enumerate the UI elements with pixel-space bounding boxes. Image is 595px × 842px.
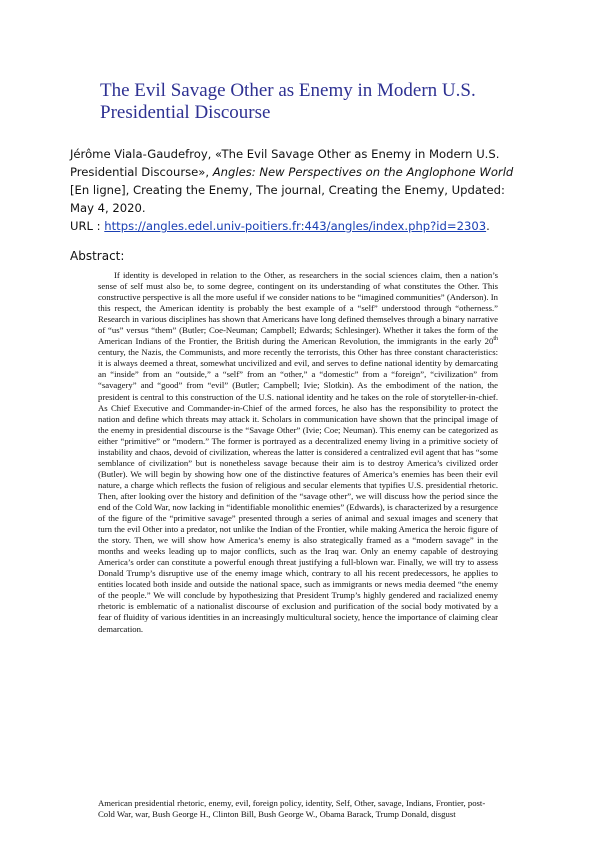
abstract-text-part1: If identity is developed in relation to the Other, as researchers in the social sciences claim, then a nation’s sense of self must also be, to some degree, contingent on its understanding of what constitutes the Other. This constructive perspective is all the more useful if we consider nations to be “imagined communities” (Anderson). In this respect, the American identity is probably the best example of a “self” understood through “otherness.” Research in various disciplines has shown that Americans have long defined themselves through a binary narrative of “us” versus “them” (Butler; Coe-Neuman; Campbell; Edwards; Schlesinger). Whether it takes the form of the American Indians of the Frontier, the British during the American Revolution, the immigrants in the early 20	[98, 270, 498, 347]
abstract-text	[98, 270, 498, 635]
abstract-text-part2: century, the Nazis, the Communists, and more recently the terrorists, this Other has three constant characteristics: it is always deemed a threat, somewhat uncivilized and evil, and serves to define national identity by demarcating an “inside” from an “outside,” a “self” from an “other,” a “domestic” from a “foreign”, “civilization” from “savagery” and “good” from “evil” (Butler; Campbell; Ivie; Slotkin). As the embodiment of the nation, the president is central to this construction of the U.S. national identity and he takes on the role of storyteller-in-chief. As Chief Executive and Commander-in-Chief of the armed forces, he also has the responsibility to protect the nation and define which threats may attack it. Scholars in communication have shown that the principal image of the enemy in presidential discourse is the “Savage Other” (Ivie; Coe; Neuman). This enemy can be categorized as either “primitive” or “modern.” The former is portrayed as a decentralized enemy living in a primitive society of instability and chaos, devoid of civilization, whereas the latter is considered a centralized evil agent that has “some semblance of civilization” but is nonetheless savage because their aim is to destroy America’s civilized order (Butler). We will begin by showing how one of the distinctive features of America’s enemies has been their evil nature, a charge which reflects the fusion of religious and secular elements that typifies U.S. presidential rhetoric. Then, after looking over the history and definition of the “savage other”, we will discuss how the period since the end of the Cold War, now lacking in “identifiable monolithic enemies” (Edwards), is characterized by a resurgence of the figure of the “primitive savage” presented through a series of animal and sexual images and scenery that turn the evil Other into a predator, not unlike the Indian of the Frontier, while making America the heroic figure of the story. Then, we will show how America’s enemy is also strategically framed as a “modern savage” in the months and weeks leading up to major conflicts, such as the Iraq war. Only an enemy capable of destroying America’s order can constitute a powerful enough threat justifying a full-blown war. Finally, we will try to assess Donald Trump’s disruptive use of the enemy image which, contrary to all his recent predecessors, he applies to entities located both inside and outside the national space, such as immigrants or news media deemed “the enemy of the people.” We will conclude by hypothesizing that President Trump’s highly gendered and racialized enemy rhetoric is emblematic of a nationalist discourse of exclusion and purification of the social body motivated by a fear of fluidity of various identities in an increasingly multicultural society, hence the importance of claiming clear demarcation.	[98, 347, 498, 634]
abstract-superscript: th	[493, 336, 498, 343]
citation-details: [En ligne], Creating the Enemy, The journal, Creating the Enemy, Updated: May 4, 2020.	[70, 183, 505, 215]
citation-journal: Angles: New Perspectives on the Anglophone World	[212, 165, 514, 179]
citation-url-end: .	[486, 219, 490, 233]
citation-authors-title: Jérôme Viala-Gaudefroy, «The Evil Savage Other as Enemy in Modern U.S. Presidential Discourse»,	[70, 147, 500, 179]
citation	[70, 145, 530, 235]
citation-url-label: URL :	[70, 219, 105, 233]
document-title: The Evil Savage Other as Enemy in Modern U.S. Presidential Discourse	[100, 80, 476, 123]
keywords: American presidential rhetoric, enemy, evil, foreign policy, identity, Self, Other, savage, Indians, Frontier, post-Cold War, war, Bush George H., Clinton Bill, Bush George W., Obama Barack, Trump Donald, disgust	[98, 798, 486, 820]
citation-url-link[interactable]: https://angles.edel.univ-poitiers.fr:443/angles/index.php?id=2303	[104, 219, 487, 233]
abstract-heading: Abstract:	[70, 249, 125, 263]
